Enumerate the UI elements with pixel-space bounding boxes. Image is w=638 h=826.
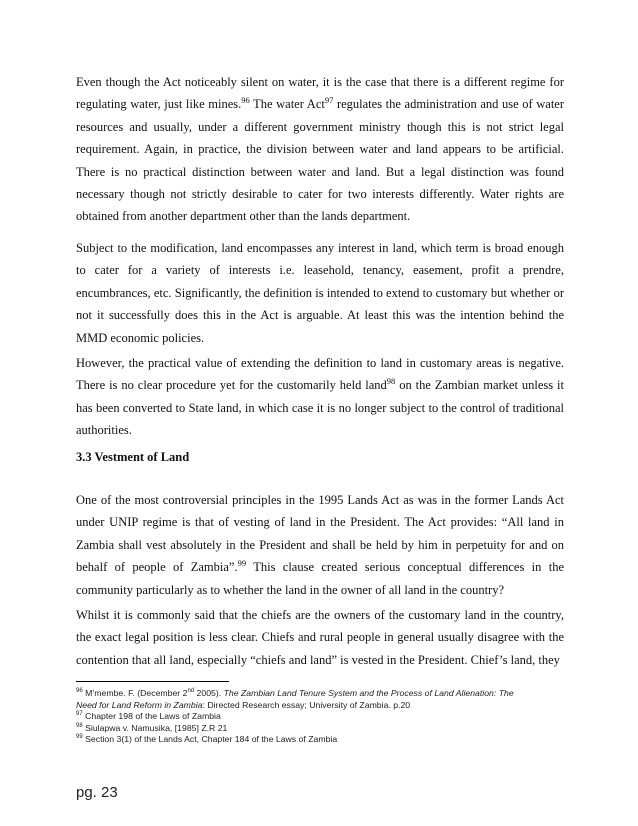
footnote-line bbox=[76, 723, 576, 735]
footnote-99 bbox=[76, 734, 576, 746]
footnotes bbox=[76, 688, 576, 746]
text-run: 2005). bbox=[194, 688, 224, 698]
footnote-marker: 96 bbox=[241, 95, 250, 106]
footnote-marker: 97 bbox=[324, 95, 334, 106]
footnote-98 bbox=[76, 723, 576, 735]
paragraph-water-regime bbox=[76, 71, 564, 228]
paragraph-vesting-principle bbox=[76, 489, 564, 601]
footnote-line bbox=[76, 711, 576, 723]
footnote-96 bbox=[76, 688, 576, 711]
footnote-marker: 99 bbox=[237, 558, 247, 569]
page-number: pg. 23 bbox=[76, 784, 118, 801]
footnote-line bbox=[76, 688, 576, 700]
section-heading: 3.3 Vestment of Land bbox=[76, 450, 190, 464]
italic-text: The Zambian Land Tenure System and the Process of Land Alienation: The bbox=[223, 688, 514, 698]
footnote-line bbox=[76, 734, 576, 746]
footnote-marker: 96 bbox=[76, 688, 83, 695]
text-run: This clause created serious conceptual differences in the community particularly as to whether the land in the owner of all land in the country? bbox=[76, 560, 564, 597]
footnote-marker: 98 bbox=[386, 376, 396, 387]
text-run: regulates the administration and use of water resources and usually, under a different government ministry though this is not strict legal requirement. Again, in practice, the division between water and land appears to be artificial. There is no practical distinction between water and land. But a legal distinction was found necessary though not strictly desirable to cater for two interests differently. Water rights are obtained from another department other than the lands department. bbox=[76, 97, 565, 224]
paragraph-customary-areas bbox=[76, 352, 564, 442]
text-run: : Directed Research essay; University of Zambia. p.20 bbox=[202, 699, 411, 710]
footnote-marker: 97 bbox=[76, 711, 83, 718]
footnote-marker: 99 bbox=[76, 734, 83, 741]
text-run: on the Zambian market unless it has been converted to State land, in which case it is no longer subject to the control of traditional authorities. bbox=[76, 378, 564, 438]
text-run: One of the most controversial principles in the 1995 Lands Act as was in the former Lands Act under UNIP regime is that of vesting of land in the President. The Act provides: “All land in Zambia shall vest absolutely in the President and shall be held by him in perpetuity for and on behalf of people of Zambia”. bbox=[76, 493, 564, 575]
text-run: Whilst it is commonly said that the chiefs are the owners of the customary land in the country, the exact legal position is less clear. Chiefs and rural people in general usually disagree with the contention that all land, especially “chiefs and land” is vested in the President. Chief’s land, they bbox=[76, 608, 564, 667]
paragraph-land-definition bbox=[76, 237, 564, 349]
paragraph-chiefs-ownership bbox=[76, 604, 564, 671]
text-run: However, the practical value of extending the definition to land in customary areas is negative. There is no clear procedure yet for the customarily held land bbox=[76, 356, 564, 393]
text-run: Subject to the modification, land encompasses any interest in land, which term is broad enough to cater for a variety of interests i.e. leasehold, tenancy, easement, profit a prendre, encumbrances, etc. Significantly, the definition is intended to extend to customary but whether or not it successfully does this in the Act is arguable. At least this was the intention behind the MMD economic policies. bbox=[76, 241, 564, 345]
text-run: Even though the Act noticeably silent on water, it is the case that there is a different regime for regulating water, just like mines. bbox=[76, 75, 564, 112]
text-run: The water Act bbox=[249, 97, 325, 112]
footnote-marker: nd bbox=[187, 688, 195, 695]
footnote-97 bbox=[76, 711, 576, 723]
footnote-separator bbox=[76, 681, 229, 682]
footnote-marker: 98 bbox=[76, 722, 83, 729]
text-run: Section 3(1) of the Lands Act, Chapter 184 of the Laws of Zambia bbox=[82, 734, 338, 745]
text-run: Siulapwa v. Namusika, [1985] Z.R 21 bbox=[82, 722, 228, 733]
text-run: Chapter 198 of the Laws of Zambia bbox=[82, 711, 221, 722]
text-run: M’membe. F. (December 2 bbox=[82, 688, 188, 698]
footnote-line bbox=[76, 700, 576, 712]
italic-text: Need for Land Reform in Zambia bbox=[76, 699, 203, 710]
